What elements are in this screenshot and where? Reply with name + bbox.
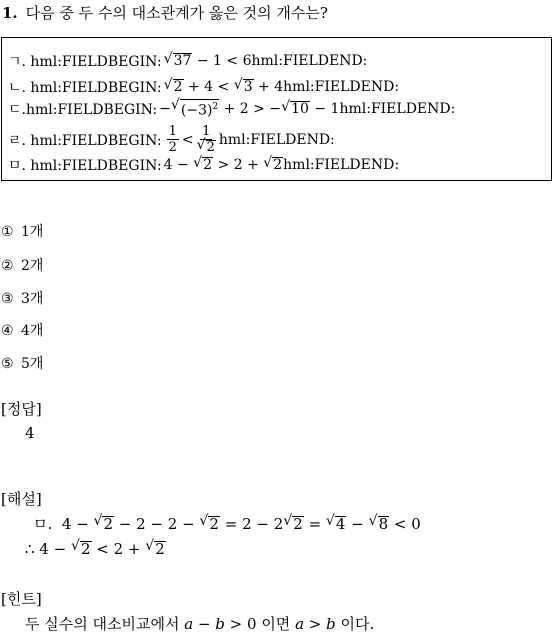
answer-heading: [정답] [1, 400, 42, 418]
question-text: 다음 중 두 수의 대소관계가 옳은 것의 개수는? [25, 4, 328, 22]
explanation-line-2: ∴ 4 − √ 2 < 2 + √ 2 [25, 540, 166, 558]
choice-2[interactable]: ② 2개 [1, 258, 44, 274]
condition-5: ㅁ. hml:FIELDBEGIN: 4 − √ 2 > 2 + √ 2 hml:FIELDEND: [8, 155, 399, 175]
explanation-heading: [해설] [1, 490, 42, 508]
question-number: 1. [2, 4, 18, 22]
question-title [2, 2, 328, 23]
answer-value: 4 [25, 424, 35, 442]
hint-heading: [힌트] [1, 590, 42, 608]
conditions-box [1, 37, 552, 181]
choice-1[interactable]: ① 1개 [1, 224, 44, 240]
choice-4[interactable]: ④ 4개 [1, 323, 44, 339]
condition-2: ㄴ. hml:FIELDBEGIN: √ 2 + 4 < √ 3 + 4 hml:FIELDEND: [8, 77, 399, 97]
choice-3[interactable]: ③ 3개 [1, 291, 44, 307]
condition-1: ㄱ. hml:FIELDBEGIN: √ 37 − 1 < 6 hml:FIELDEND: [8, 51, 367, 71]
condition-3: ㄷ.hml:FIELDBEGIN: − √ $(-3)^2$ + 2 > − √ 10 − 1 hml:FIELDEND: [8, 99, 455, 119]
explanation-line-1: ㅁ. 4 − √ 2 − 2 − 2 − √ 2 = 2 − 2√ 2 = √ 4 − √ 8 < 0 [33, 513, 421, 534]
hint-text: 두 실수의 대소비교에서 a − b > 0 이면 a > b 이다. [25, 615, 375, 633]
condition-4: ㄹ. hml:FIELDBEGIN: $\frac{1}{2}$ < 1 √ 2 hml:FIELDEND: [8, 124, 335, 155]
choice-5[interactable]: ⑤ 5개 [1, 356, 44, 372]
